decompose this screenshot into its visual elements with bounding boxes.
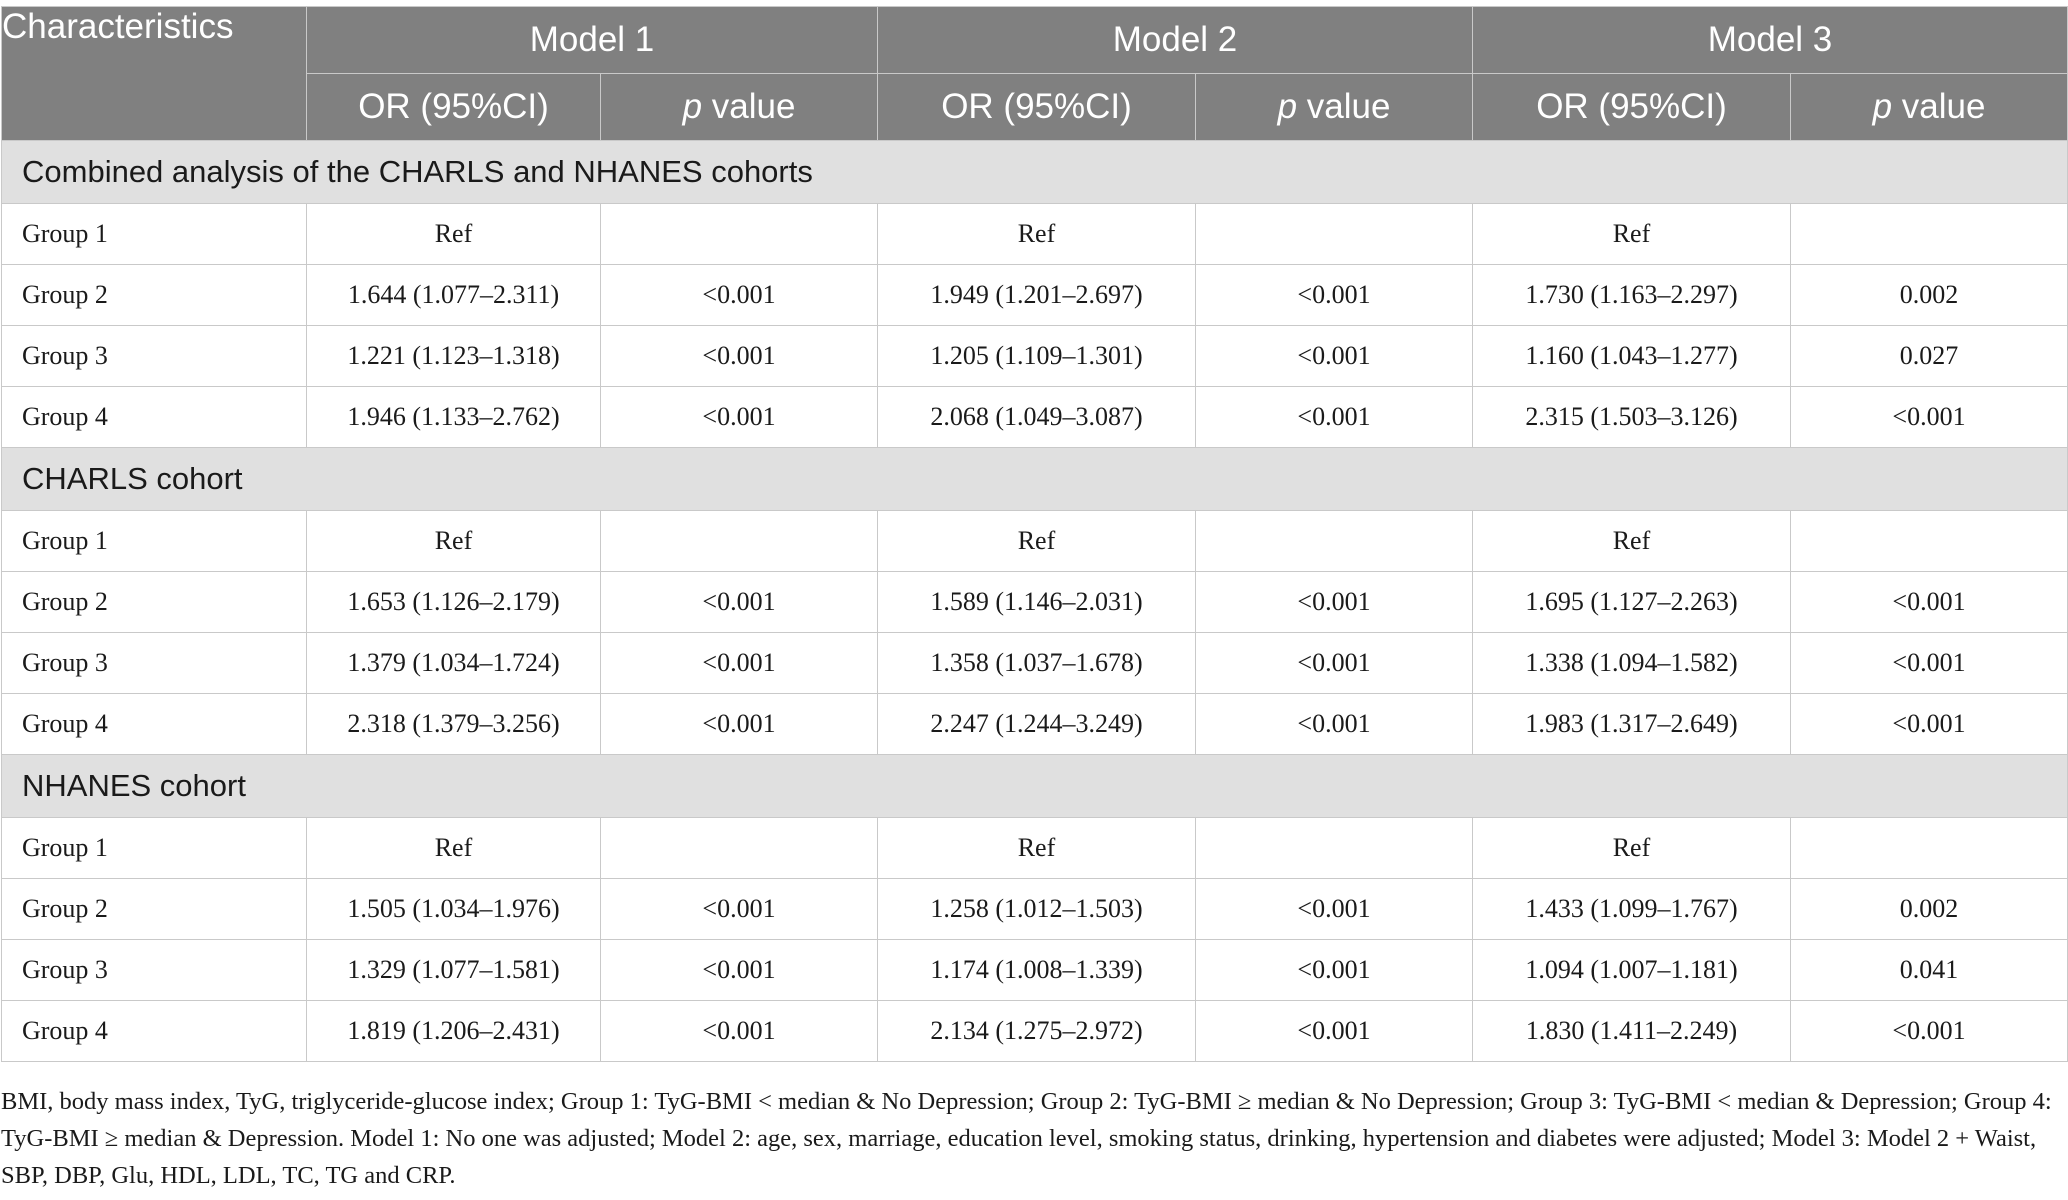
p-cell: <0.001 [1791,633,2068,694]
p-cell: <0.001 [1791,387,2068,448]
or-cell: Ref [1473,204,1791,265]
or-cell: 1.258 (1.012–1.503) [878,879,1196,940]
or-cell: Ref [1473,818,1791,879]
or-cell: 1.949 (1.201–2.697) [878,265,1196,326]
p-cell: <0.001 [1791,572,2068,633]
p-cell: 0.002 [1791,879,2068,940]
section-title: NHANES cohort [2,755,2068,818]
or-cell: 2.318 (1.379–3.256) [307,694,601,755]
p-header-italic: p [1277,87,1298,126]
p-cell: <0.001 [1196,572,1473,633]
or-cell: 1.983 (1.317–2.649) [1473,694,1791,755]
or-cell: 1.433 (1.099–1.767) [1473,879,1791,940]
table-row [2,326,2068,387]
section-title: Combined analysis of the CHARLS and NHANES cohorts [2,141,2068,204]
or-cell: 2.068 (1.049–3.087) [878,387,1196,448]
or-cell: 1.946 (1.133–2.762) [307,387,601,448]
p-cell: <0.001 [601,633,878,694]
p-header-rest: value [702,87,796,126]
p-header-rest: value [1892,87,1986,126]
or-cell: 1.695 (1.127–2.263) [1473,572,1791,633]
p-value-header [1791,74,2068,141]
p-cell: <0.001 [1791,694,2068,755]
p-cell [601,204,878,265]
header-row-models [2,7,2068,74]
p-cell: <0.001 [1791,1001,2068,1062]
table-row [2,387,2068,448]
or-header: OR (95%CI) [878,74,1196,141]
model-1-header: Model 1 [307,7,878,74]
table-footnote: BMI, body mass index, TyG, triglyceride-glucose index; Group 1: TyG-BMI < median & No Depression; Group 2: TyG-BMI ≥ median & No Depression; Group 3: TyG-BMI < median & Depression; Group 4: TyG-BMI ≥ median & Depression. Model 1: No one was adjusted; Model 2: age, sex, marriage, education level, smoking status, drinking, hypertension and diabetes were adjusted; Model 3: Model 2 + Waist, SBP, DBP, Glu, HDL, LDL, TC, TG and CRP. [1,1088,2052,1189]
table-row [2,572,2068,633]
p-cell: <0.001 [1196,265,1473,326]
p-cell: <0.001 [1196,879,1473,940]
or-cell: Ref [1473,511,1791,572]
or-cell: 1.505 (1.034–1.976) [307,879,601,940]
or-cell: 1.379 (1.034–1.724) [307,633,601,694]
p-cell: <0.001 [601,265,878,326]
p-cell [1791,204,2068,265]
table-row [2,1001,2068,1062]
or-header: OR (95%CI) [1473,74,1791,141]
p-cell [1791,818,2068,879]
or-cell: 2.134 (1.275–2.972) [878,1001,1196,1062]
or-cell: 1.589 (1.146–2.031) [878,572,1196,633]
table-row [2,694,2068,755]
or-cell: 1.653 (1.126–2.179) [307,572,601,633]
group-cell: Group 4 [2,694,307,755]
group-cell: Group 1 [2,818,307,879]
group-cell: Group 2 [2,265,307,326]
or-cell: 1.174 (1.008–1.339) [878,940,1196,1001]
or-cell: 1.160 (1.043–1.277) [1473,326,1791,387]
p-cell: 0.041 [1791,940,2068,1001]
model-2-header: Model 2 [878,7,1473,74]
table-row [2,204,2068,265]
model-3-header: Model 3 [1473,7,2068,74]
table-row [2,940,2068,1001]
p-cell: <0.001 [1196,326,1473,387]
or-cell: 1.644 (1.077–2.311) [307,265,601,326]
p-cell: <0.001 [1196,1001,1473,1062]
p-value-header [601,74,878,141]
table-row [2,633,2068,694]
p-cell: 0.002 [1791,265,2068,326]
p-header-italic: p [1872,87,1893,126]
or-cell: 1.830 (1.411–2.249) [1473,1001,1791,1062]
table-row [2,879,2068,940]
p-cell [1196,818,1473,879]
group-cell: Group 2 [2,572,307,633]
or-cell: Ref [307,818,601,879]
section-row [2,141,2068,204]
group-cell: Group 3 [2,633,307,694]
or-cell: 1.819 (1.206–2.431) [307,1001,601,1062]
or-cell: Ref [878,204,1196,265]
p-cell: <0.001 [1196,387,1473,448]
p-cell: <0.001 [601,572,878,633]
group-cell: Group 3 [2,326,307,387]
or-cell: 1.221 (1.123–1.318) [307,326,601,387]
or-cell: 1.730 (1.163–2.297) [1473,265,1791,326]
p-cell [1791,511,2068,572]
group-cell: Group 4 [2,1001,307,1062]
p-cell: <0.001 [601,940,878,1001]
p-value-header [1196,74,1473,141]
or-cell: 1.358 (1.037–1.678) [878,633,1196,694]
table-row [2,511,2068,572]
p-cell [1196,204,1473,265]
or-cell: Ref [878,511,1196,572]
p-cell: 0.027 [1791,326,2068,387]
or-cell: 1.338 (1.094–1.582) [1473,633,1791,694]
or-cell: 2.315 (1.503–3.126) [1473,387,1791,448]
or-cell: Ref [878,818,1196,879]
or-header: OR (95%CI) [307,74,601,141]
or-cell: 1.329 (1.077–1.581) [307,940,601,1001]
or-cell: 1.094 (1.007–1.181) [1473,940,1791,1001]
section-title: CHARLS cohort [2,448,2068,511]
table-row [2,818,2068,879]
p-cell: <0.001 [1196,940,1473,1001]
or-cell: Ref [307,204,601,265]
p-cell [601,511,878,572]
characteristics-header: Characteristics [2,7,307,141]
group-cell: Group 2 [2,879,307,940]
p-cell: <0.001 [601,1001,878,1062]
p-cell: <0.001 [1196,633,1473,694]
p-cell: <0.001 [601,387,878,448]
section-row [2,755,2068,818]
or-cell: 2.247 (1.244–3.249) [878,694,1196,755]
section-row [2,448,2068,511]
group-cell: Group 1 [2,204,307,265]
p-cell: <0.001 [601,326,878,387]
group-cell: Group 4 [2,387,307,448]
or-cell: Ref [307,511,601,572]
group-cell: Group 1 [2,511,307,572]
table-row [2,265,2068,326]
p-cell [601,818,878,879]
header-row-columns [2,74,2068,141]
results-table [1,6,2068,1062]
or-cell: 1.205 (1.109–1.301) [878,326,1196,387]
p-cell [1196,511,1473,572]
p-cell: <0.001 [601,694,878,755]
p-cell: <0.001 [601,879,878,940]
p-header-rest: value [1297,87,1391,126]
p-header-italic: p [682,87,703,126]
p-cell: <0.001 [1196,694,1473,755]
group-cell: Group 3 [2,940,307,1001]
